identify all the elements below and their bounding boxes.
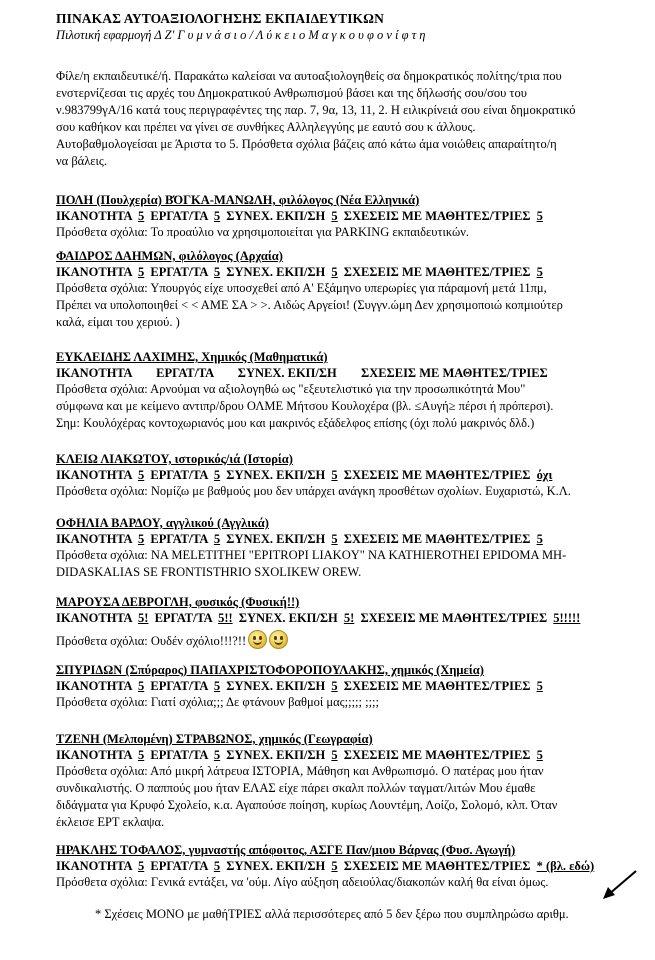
intro-line: σου καθήκον και πρέπει να γίνει σε συνθήκες Αλληλεγγύης με εαυτό σου κ άλλους.	[56, 120, 476, 134]
footnote: * Σχέσεις ΜΟΝΟ με μαθήΤΡΙΕΣ αλλά περισσότερες από 5 δεν ξέρω που συμπληρώσω αριθμ.	[95, 907, 569, 921]
rating-label: ΣΧΕΣΕΙΣ ΜΕ ΜΑΘΗΤΕΣ/ΤΡΙΕΣ	[343, 532, 531, 546]
comment-text: Πρόσθετα σχόλια: Ουδέν σχόλιο!!!?!!	[56, 634, 247, 648]
comment-text: Πρόσθετα σχόλια: NA MELETITHEI "EPITROPI LIAKOY" NA KATHIEROTHEI EPIDOMA MH-	[56, 548, 567, 562]
rating-label: ΙΚΑΝΟΤΗΤΑ	[56, 611, 132, 625]
comment-text: Πρόσθετα σχόλια: Το προαύλιο να χρησιμοποιείται για PARKING εκπαιδευτικών.	[56, 225, 470, 239]
rating-value: 5	[213, 748, 221, 762]
comment-line	[56, 694, 636, 711]
comment-line	[56, 547, 636, 564]
rating-label: ΣΧΕΣΕΙΣ ΜΕ ΜΑΘΗΤΕΣ/ΤΡΙΕΣ	[343, 679, 531, 693]
comment-line	[56, 224, 636, 241]
rating-label: ΣΧΕΣΕΙΣ ΜΕ ΜΑΘΗΤΕΣ/ΤΡΙΕΣ	[343, 748, 531, 762]
rating-value: 5	[536, 748, 543, 762]
comment-line	[56, 763, 636, 780]
rating-label: ΕΡΓΑΤ/ΤΑ	[150, 679, 208, 693]
rating-value: 5	[331, 532, 338, 546]
rating-value: 5	[138, 468, 145, 482]
rating-row	[56, 610, 636, 626]
intro-paragraph	[56, 68, 616, 170]
rating-value: * (βλ. εδώ)	[536, 859, 595, 873]
comment-line	[56, 314, 636, 331]
smiley-face-icon	[248, 630, 267, 649]
teacher-name-heading: ΕΥΚΛΕΙΔΗΣ ΛΑΧΙΜΗΣ, Χημικός (Μαθηματικά)	[56, 350, 328, 364]
comment-text: Πρόσθετα σχόλια: Γενικά εντάξει, να 'ούμ. Λίγο αύξηση αδειούλας/διακοπών καλή θα είναι όμως.	[56, 875, 549, 889]
comment-line	[56, 280, 636, 297]
rating-row	[56, 531, 636, 547]
rating-value: 5	[213, 532, 221, 546]
rating-value: 5	[138, 679, 145, 693]
teacher-entry	[56, 192, 636, 241]
rating-label: ΙΚΑΝΟΤΗΤΑ	[56, 679, 132, 693]
comment-line	[56, 814, 636, 831]
rating-label: ΣΥΝΕΧ. ΕΚΠ/ΣΗ	[226, 859, 326, 873]
teacher-entry	[56, 842, 636, 891]
rating-label: ΣΥΝΕΧ. ΕΚΠ/ΣΗ	[237, 366, 337, 380]
comment-line	[56, 874, 636, 891]
comment-text: Πρόσθετα σχόλια: Γιατί σχόλια;;; Δε φτάνουν βαθμοί μας;;;;; ;;;;	[56, 695, 379, 709]
rating-label: ΙΚΑΝΟΤΗΤΑ	[56, 532, 132, 546]
teacher-name-heading: ΦΑΙΔΡΟΣ ΔΑΗΜΩΝ, φιλόλογος (Αρχαία)	[56, 249, 283, 263]
rating-value: 5	[138, 532, 145, 546]
teacher-entry	[56, 451, 636, 500]
teacher-name-heading: ΟΦΗΛΙΑ ΒΑΡΔΟΥ, αγγλικού (Αγγλικά)	[56, 516, 269, 530]
rating-value: 5!!	[218, 611, 233, 625]
document-subtitle: Πιλοτική εφαρμογή Δ Ζ' Γ υ μ ν ά σ ι ο / Λ ύ κ ε ι ο Μ α γ κ ο υ φ ο ν ί φ τ η	[56, 28, 426, 42]
intro-line: ν.983799γΑ/16 κατά τους περιγραφέντες της παρ. 7, 9α, 13, 11, 2. Η ειλικρίνειά σου είναι δημοκρατικό	[56, 103, 576, 117]
rating-value: 5	[331, 209, 338, 223]
comment-text: διδάγματα για Κρυφό Σχολείο, κ.α. Αγαπούσε ποίηση, κυρίως Λουντέμη, Λοίζο, Σολομό, κλπ. Όταν	[56, 798, 558, 812]
rating-label: ΣΧΕΣΕΙΣ ΜΕ ΜΑΘΗΤΕΣ/ΤΡΙΕΣ	[343, 859, 531, 873]
teacher-name-heading: ΣΠΥΡΙΔΩΝ (Σπύραρος) ΠΑΠΑΧΡΙΣΤΟΦΟΡΟΠΟΥΛΑΚΗΣ, χημικός (Χημεία)	[56, 663, 484, 677]
rating-value: 5	[213, 468, 221, 482]
rating-label: ΣΥΝΕΧ. ΕΚΠ/ΣΗ	[226, 679, 326, 693]
rating-label: ΣΥΝΕΧ. ΕΚΠ/ΣΗ	[226, 209, 326, 223]
rating-label: ΙΚΑΝΟΤΗΤΑ	[56, 366, 132, 380]
rating-value: 5!!!!!	[553, 611, 581, 625]
rating-label: ΕΡΓΑΤ/ΤΑ	[150, 265, 208, 279]
rating-label: ΣΥΝΕΧ. ΕΚΠ/ΣΗ	[226, 748, 326, 762]
intro-line: να βάλεις.	[56, 154, 107, 168]
comment-text: DIDASKALIAS SE FRONTISTHRIO SXOLIKEW OREW.	[56, 565, 362, 579]
intro-line: Αυτοβαθμολογείσαι με Άριστα το 5. Πρόσθετα σχόλια βάζεις από κάτω άμα νοιώθεις απαραίτητο/η	[56, 137, 557, 151]
rating-label: ΣΧΕΣΕΙΣ ΜΕ ΜΑΘΗΤΕΣ/ΤΡΙΕΣ	[361, 366, 548, 380]
rating-label: ΙΚΑΝΟΤΗΤΑ	[56, 859, 132, 873]
comment-line	[56, 564, 636, 581]
teacher-entry	[56, 349, 636, 432]
rating-value: 5	[331, 859, 338, 873]
rating-value: 5	[138, 859, 145, 873]
comment-line	[56, 630, 636, 650]
rating-label: ΣΧΕΣΕΙΣ ΜΕ ΜΑΘΗΤΕΣ/ΤΡΙΕΣ	[343, 468, 531, 482]
comment-text: Σημ: Κουλόχέρας κοντοχωριανός μου και μακρινός εξάδελφος επίσης (όχι πολύ μακρινός δλδ.)	[56, 416, 535, 430]
rating-value: 5	[331, 748, 338, 762]
rating-label: ΕΡΓΑΤ/ΤΑ	[156, 366, 214, 380]
rating-row	[56, 467, 636, 483]
rating-label: ΣΥΝΕΧ. ΕΚΠ/ΣΗ	[226, 532, 326, 546]
comment-line	[56, 483, 636, 500]
teacher-entry	[56, 662, 636, 711]
rating-row	[56, 264, 636, 280]
rating-value: 5	[331, 468, 338, 482]
rating-value: 5!	[138, 611, 149, 625]
comment-line	[56, 780, 636, 797]
comment-line	[56, 415, 636, 432]
rating-value: 5	[213, 209, 221, 223]
rating-row	[56, 365, 636, 381]
teacher-name-heading: ΠΟΛΗ (Πουλχερία) ΒΌΓΚΑ-ΜΑΝΩΛΗ, φιλόλογος (Νέα Ελληνικά)	[56, 193, 420, 207]
rating-label: ΙΚΑΝΟΤΗΤΑ	[56, 468, 132, 482]
teacher-name-heading: ΜΑΡΟΥΣΑ ΔΕΒΡΟΓΛΗ, φυσικός (Φυσική!!)	[56, 595, 300, 609]
comment-text: Πρόσθετα σχόλια: Υπουργός είχε υποσχεθεί από Α' Εξάμηνο υπερωρίες για πάραμονή μετά 11πμ,	[56, 281, 547, 295]
rating-label: ΙΚΑΝΟΤΗΤΑ	[56, 209, 132, 223]
comment-text: έκλεισε ΕΡΤ εκλαψα.	[56, 815, 165, 829]
rating-label: ΙΚΑΝΟΤΗΤΑ	[56, 265, 132, 279]
teacher-entry	[56, 731, 636, 831]
rating-value: 5	[536, 532, 543, 546]
comment-text: σύμφωνα και με κείμενο αντιπρ/δρου ΟΛΜΕ Μήτσου Κουλοχέρα (βλ. ≤Αυγή≥ πέρσι ή πρόπερσι).	[56, 399, 554, 413]
comment-line	[56, 297, 636, 314]
rating-label: ΣΧΕΣΕΙΣ ΜΕ ΜΑΘΗΤΕΣ/ΤΡΙΕΣ	[343, 209, 531, 223]
rating-value: 5	[138, 209, 145, 223]
rating-value: 5	[138, 748, 145, 762]
rating-label: ΕΡΓΑΤ/ΤΑ	[150, 748, 208, 762]
rating-label: ΣΥΝΕΧ. ΕΚΠ/ΣΗ	[226, 468, 326, 482]
rating-value: 5	[536, 679, 543, 693]
rating-label: ΕΡΓΑΤ/ΤΑ	[150, 532, 208, 546]
rating-label: ΕΡΓΑΤ/ΤΑ	[150, 468, 208, 482]
rating-value: 5	[213, 265, 221, 279]
comment-text: καλά, είμαι του χεριού. )	[56, 315, 180, 329]
teacher-name-heading: ΗΡΑΚΛΗΣ ΤΟΦΑΛΟΣ, γυμναστής απόφοιτος, ΑΣΓΕ Παν/μιου Βάρνας (Φυσ. Αγωγή)	[56, 843, 516, 857]
intro-line: ενστερνίζεσαι τις αρχές του Δημοκρατικού Ανθρωπισμού βάσει και της δήλωσής σου/σου του	[56, 86, 527, 100]
comment-text: Πρόσθετα σχόλια: Από μικρή λάτρευα ΙΣΤΟΡΙΑ, Μάθηση και Ανθρωπισμό. Ο πατέρας μου ήταν	[56, 764, 544, 778]
arrow-down-left-icon	[600, 868, 640, 902]
comment-text: Πρέπει να υπολοποιηθεί < < ΑΜΕ ΣΑ > >. Αιδώς Αργείοι! (Συγγν.ώμη Δεν χρησιμοποιώ κοπμιούτερ	[56, 298, 563, 312]
rating-label: ΕΡΓΑΤ/ΤΑ	[150, 859, 208, 873]
comment-line	[56, 398, 636, 415]
rating-label: ΣΥΝΕΧ. ΕΚΠ/ΣΗ	[238, 611, 338, 625]
rating-value: 5	[331, 265, 338, 279]
rating-row	[56, 208, 636, 224]
document-title: ΠΙΝΑΚΑΣ ΑΥΤΟΑΞΙΟΛΟΓΗΣΗΣ ΕΚΠΑΙΔΕΥΤΙΚΩΝ	[56, 11, 384, 26]
rating-row	[56, 678, 636, 694]
teacher-name-heading: ΚΛΕΙΩ ΛΙΑΚΩΤΟΥ, ιστορικός/ιά (Ιστορία)	[56, 452, 293, 466]
teacher-entry	[56, 594, 636, 650]
rating-label: ΣΧΕΣΕΙΣ ΜΕ ΜΑΘΗΤΕΣ/ΤΡΙΕΣ	[343, 265, 531, 279]
teacher-entry	[56, 515, 636, 581]
rating-row	[56, 747, 636, 763]
comment-line	[56, 797, 636, 814]
rating-value: 5	[213, 679, 221, 693]
rating-label: ΙΚΑΝΟΤΗΤΑ	[56, 748, 132, 762]
comment-text: συνδικαλιστής. Ο παππούς μου ήταν ΕΛΑΣ είχε πάρει σκαλπ πολλών ταγματ/λιτών Μου έμαθε	[56, 781, 536, 795]
rating-label: ΕΡΓΑΤ/ΤΑ	[150, 209, 208, 223]
rating-label: ΣΥΝΕΧ. ΕΚΠ/ΣΗ	[226, 265, 326, 279]
rating-value: 5!	[343, 611, 355, 625]
smiley-face-icon	[269, 630, 288, 649]
teacher-name-heading: ΤΖΕΝΗ (Μελπομένη) ΣΤΡΑΒΩΝΟΣ, χημικός (Γεωγραφία)	[56, 732, 373, 746]
intro-line: Φίλε/η εκπαιδευτικέ/ή. Παρακάτω καλείσαι να αυτοαξιολογηθείς σα δημοκρατικός πολίτης/τρια που	[56, 69, 562, 83]
comment-text: Πρόσθετα σχόλια: Νομίζω με βαθμούς μου δεν υπάρχει ανάγκη προσθέτων σχολίων. Ευχαριστώ, Κ.Λ.	[56, 484, 571, 498]
rating-label: ΣΧΕΣΕΙΣ ΜΕ ΜΑΘΗΤΕΣ/ΤΡΙΕΣ	[360, 611, 548, 625]
comment-line	[56, 381, 636, 398]
rating-row	[56, 858, 636, 874]
teacher-entry	[56, 248, 636, 331]
rating-value: 5	[213, 859, 221, 873]
rating-value: 5	[536, 265, 543, 279]
rating-value: όχι	[536, 468, 553, 482]
rating-label: ΕΡΓΑΤ/ΤΑ	[154, 611, 212, 625]
rating-value: 5	[536, 209, 543, 223]
rating-value: 5	[331, 679, 338, 693]
rating-value: 5	[138, 265, 145, 279]
comment-text: Πρόσθετα σχόλια: Αρνούμαι να αξιολογηθώ ως "εξευτελιστικό για την προσωπικότητά Μου"	[56, 382, 526, 396]
